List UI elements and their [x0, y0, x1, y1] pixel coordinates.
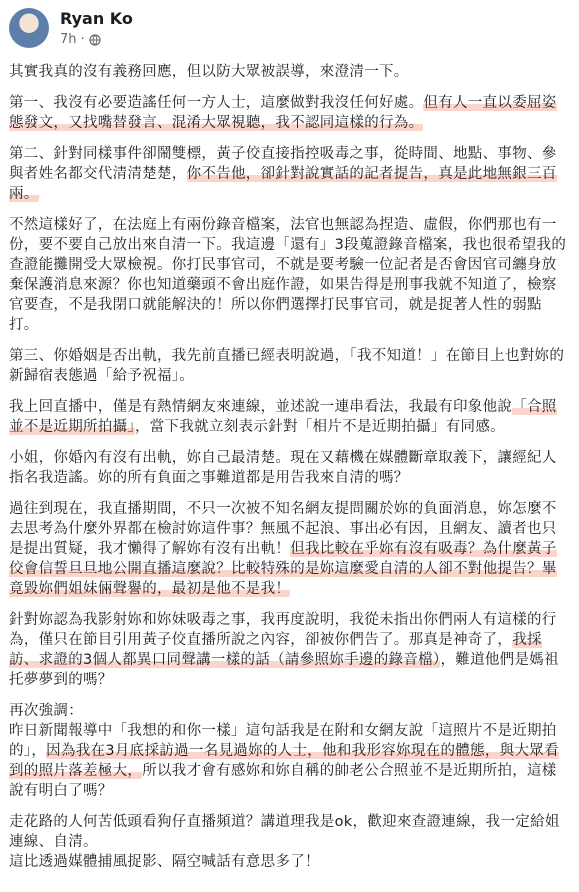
text-segment: ，難道他們是媽祖托夢夢到的嗎？: [9, 652, 559, 688]
paragraph-miss: 小姐，你婚內有沒有出軌，妳自己最清楚。現在又藉機在媒體斷章取義下，讓經紀人指名我造謠。妳的所有負面之事難道都是用告我來自清的嗎？: [9, 450, 557, 486]
text-segment: 第二、針對同樣事件卻鬧雙標，黃子佼直接指控吸毒之事，從時間、地點、事物、參與者姓名都交代清清楚楚，: [9, 146, 557, 182]
text-segment: 我上回直播中，僅是有熱情網友來連線，並述說一連串看法，我最有印象他說: [9, 399, 513, 415]
paragraph-clarification: [9, 610, 569, 690]
paragraph-livestream: [9, 397, 569, 437]
paragraph-second-point: [9, 144, 569, 204]
highlighted-text: 但有人一直以委屈姿態發文，又找嘴替發言、混淆大眾視聽，我不認同這樣的行為。: [9, 95, 557, 131]
paragraph-closing: [9, 812, 569, 872]
post-meta: [60, 32, 101, 47]
author-name[interactable]: Ryan Ko: [60, 9, 133, 28]
post-body: [9, 62, 569, 883]
text-segment: 針對妳認為我影射妳和妳妹吸毒之事，我再度說明，我從未指出你們兩人有這樣的行為，僅只在節目引用黃子佼直播所說之內容，卻被你們告了。那真是神奇了，: [9, 612, 557, 648]
text-segment: 走花路的人何苦低頭看狗仔直播頻道？講道理我是ok，歡迎來查證連線，我一定給姐連線、自清。: [9, 814, 560, 850]
highlighted-text: 但我比較在乎妳有沒有吸毒？為什麼黃子佼會信誓旦旦地公開直播這麼說？比較特殊的是妳這麼愛自清的人卻不對他提告？畢竟毀妳們姐妹倆聲譽的，最初是他不是我！: [9, 541, 557, 597]
paragraph-first-point: [9, 93, 569, 133]
emphasis-heading: 再次強調：: [9, 703, 83, 719]
text-segment: 第一、我沒有必要造謠任何一方人士，這麼做對我沒任何好處。: [9, 95, 424, 111]
post-header: [0, 0, 579, 56]
globe-icon: [89, 34, 101, 46]
highlighted-text: 我採訪、求證的3個人都異口同聲講一樣的話（請參照妳手邊的錄音檔）: [9, 632, 542, 668]
paragraph-past: [9, 499, 569, 599]
highlighted-text: 「合照並不是近期所拍攝」: [9, 399, 557, 435]
paragraph-third-point: 第三、你婚姻是否出軌，我先前直播已經表明說過，「我不知道！」在節目上也對妳的新歸宿表態過「給予祝福」。: [9, 348, 565, 384]
highlighted-text: 你不告他，卻針對說實話的記者提告，真是此地無銀三百兩。: [9, 166, 557, 202]
text-segment: 昨日新聞報導中「我想的和你一樣」這句話我是在附和女網友說「這照片不是近期拍的」，: [9, 723, 557, 759]
paragraph-intro: 其實我真的沒有義務回應，但以防大眾被誤導，來澄清一下。: [9, 64, 409, 80]
text-segment: 這比透過媒體捕風捉影、隔空喊話有意思多了！: [9, 854, 320, 870]
post-time[interactable]: 7h: [60, 32, 77, 47]
avatar[interactable]: [9, 8, 49, 48]
text-segment: 所以我才會有感妳和妳自稱的帥老公合照並不是近期所拍，這樣說有明白了嗎？: [9, 763, 557, 799]
paragraph-emphasis: [9, 701, 569, 801]
highlighted-text: 因為我在3月底採訪過一名見過妳的人士，他和我形容妳現在的體態，與大眾看到的照片落差極大，: [9, 743, 559, 779]
meta-separator: ·: [80, 32, 85, 47]
paragraph-recordings: 不然這樣好了，在法庭上有兩份錄音檔案，法官也無認為捏造、虛假，你們那也有一份，要不要自己放出來自清一下。我這邊「還有」3段蒐證錄音檔案，我也很希望我的查證能攤開受大眾檢視。你打民事官司，不就是要考驗一位記者是否會因官司纏身放棄保護消息來源？你也知道藥頭不會出庭作證，如果告得是刑事我就不知道了，檢察官要查，不是我閉口就能解決的！所以你們選擇打民事官司，就是捉著人性的弱點打。: [9, 217, 567, 333]
text-segment: 過往到現在，我直播期間，不只一次被不知名網友提問關於妳的負面消息，妳怎麼不去思考為什麼外界都在檢討妳這件事？無風不起浪、事出必有因，且網友、讀者也只是提出質疑，我才懶得了解妳有沒有出軌！: [9, 501, 557, 557]
text-segment: ，當下我就立刻表示針對「相片不是近期拍攝」有同感。: [134, 419, 505, 435]
